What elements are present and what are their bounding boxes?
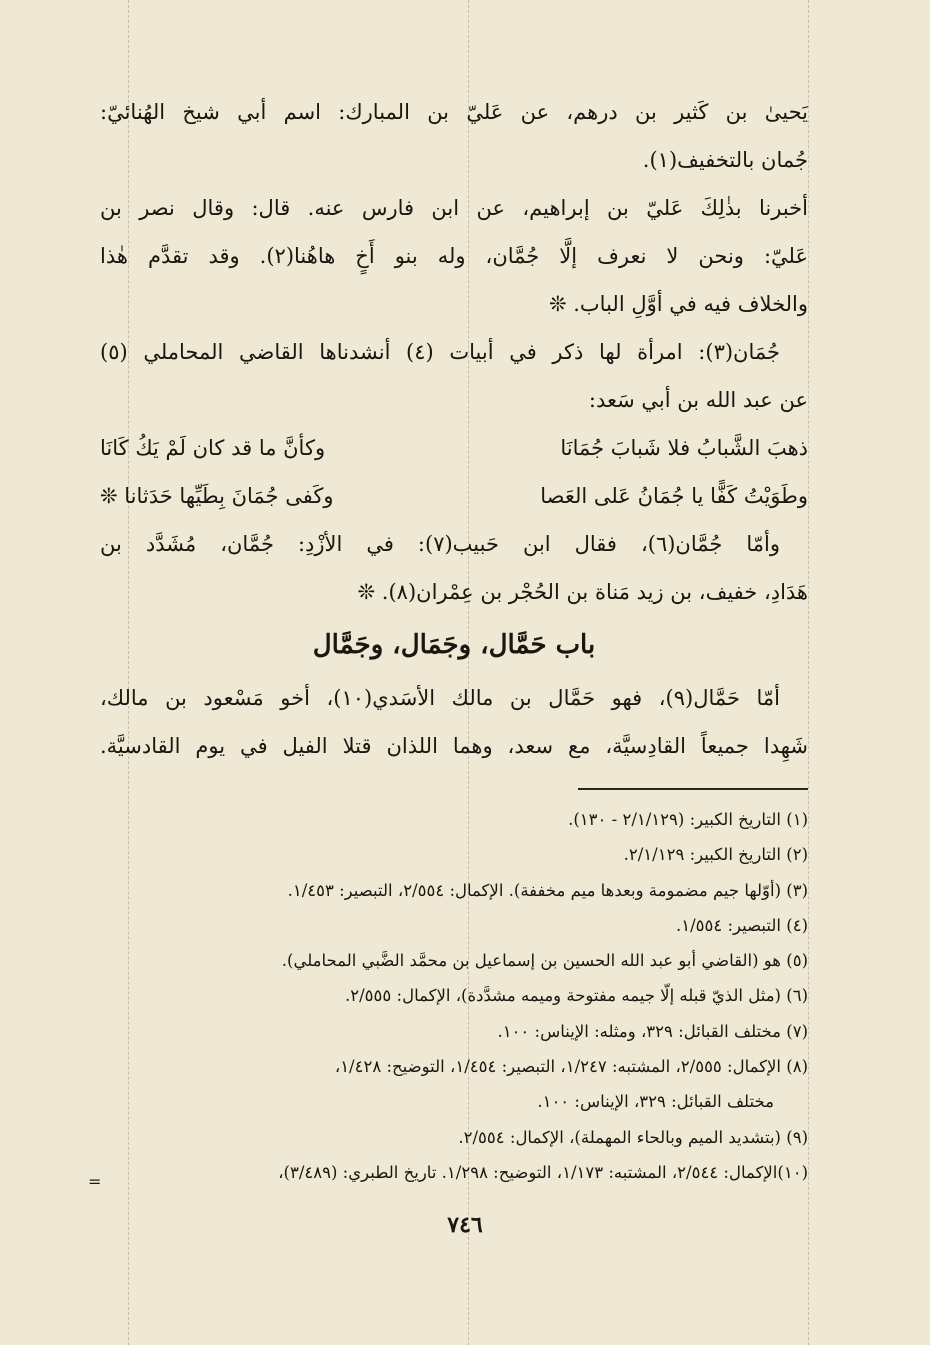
footnote: (٦) (مثل الذيّ قبله إلّا جيمه مفتوحة وميمه مشدَّدة)، الإكمال: ٢/٥٥٥.: [345, 986, 808, 1006]
text-line: عن عبد الله بن أبي سَعد:: [588, 388, 808, 412]
text-line: والخلاف فيه في أوَّلِ الباب. ❊: [548, 292, 808, 316]
text-line: هَدَادِ، خفيف، بن زيد مَناة بن الحُجْر بن عِمْران(٨). ❊: [357, 580, 808, 604]
text-line: يَحيىٰ بن كَثير بن درهم، عن عَليّ بن المبارك: اسم أبي شيخ الهُنائيّ:: [100, 100, 808, 124]
footnote: (٨) الإكمال: ٢/٥٥٥، المشتبه: ١/٢٤٧، التبصير: ١/٤٥٤، التوضيح: ١/٤٢٨،: [334, 1057, 808, 1077]
page-fold-line: [808, 0, 809, 1345]
footnote: (٤) التبصير: ١/٥٥٤.: [675, 915, 808, 935]
continuation-mark: =: [88, 1172, 102, 1191]
footnote: (١) التاريخ الكبير: (٢/١/١٢٩ - ١٣٠).: [568, 810, 808, 829]
verse-second-hemistich: وكَفى جُمَانَ بِطَيِّها حَدَثانا ❊: [100, 484, 334, 508]
footnote-continuation: مختلف القبائل: ٣٢٩، الإيناس: ١٠٠.: [537, 1092, 774, 1112]
verse-second-hemistich: وكأنَّ ما قد كان لَمْ يَكُ كَانَا: [100, 436, 326, 460]
footnote: (٩) (بتشديد الميم وبالحاء المهملة)، الإكمال: ٢/٥٥٤.: [458, 1127, 808, 1147]
poem-verse: [100, 472, 808, 520]
poem-verse: [100, 424, 808, 472]
text-line: جُمَان(٣): امرأة لها ذكر في أبيات (٤) أنشدناها القاضي المحاملي (٥): [100, 340, 780, 364]
page-number: ٧٤٦: [447, 1212, 483, 1238]
footnote: (٥) هو (القاضي أبو عبد الله الحسين بن إسماعيل بن محمَّد الضَّبي المحاملي).: [281, 951, 808, 971]
text-line: أخبرنا بذٰلِكَ عَليّ بن إبراهيم، عن ابن فارس عنه. قال: وقال نصر بن: [100, 196, 808, 220]
footnote-separator: [578, 788, 808, 790]
main-text: [100, 88, 808, 770]
verse-first-hemistich: وطَوَيْتُ كَفًّا يا جُمَانُ عَلى العَصا: [540, 484, 808, 508]
verse-first-hemistich: ذهبَ الشَّبابُ فلا شَبابَ جُمَانَا: [560, 436, 808, 460]
footnote: (٣) (أوّلها جيم مضمومة وبعدها ميم مخففة). الإكمال: ٢/٥٥٤، التبصير: ١/٤٥٣.: [287, 880, 808, 900]
section-heading: باب حَمَّال، وجَمَال، وجَمَّال: [312, 630, 596, 660]
footnote: (١٠)الإكمال: ٢/٥٤٤، المشتبه: ١/١٧٣، التوضيح: ١/٢٩٨. تاريخ الطبري: (٣/٤٨٩)،: [278, 1162, 808, 1182]
text-line: عَليّ: ونحن لا نعرف إلَّا جُمَّان، وله بنو أَخٍ هاهُنا(٢). وقد تقدَّم هٰذا: [100, 244, 808, 268]
text-line: أمّا حَمَّال(٩)، فهو حَمَّال بن مالك الأسَدي(١٠)، أخو مَسْعود بن مالك،: [100, 686, 780, 710]
footnote: (٧) مختلف القبائل: ٣٢٩، ومثله: الإيناس: ١٠٠.: [497, 1021, 808, 1041]
footnote: (٢) التاريخ الكبير: ٢/١/١٢٩.: [623, 845, 808, 865]
text-line: شَهِدا جميعاً القادِسيَّة، مع سعد، وهما اللذان قتلا الفيل في يوم القادسيَّة.: [100, 734, 808, 758]
text-line: وأمّا جُمَّان(٦)، فقال ابن حَبيب(٧): في الأزْدِ: جُمَّان، مُشَدَّد بن: [100, 532, 781, 556]
footnotes: [100, 802, 808, 1190]
text-line: جُمان بالتخفيف(١).: [642, 148, 808, 172]
